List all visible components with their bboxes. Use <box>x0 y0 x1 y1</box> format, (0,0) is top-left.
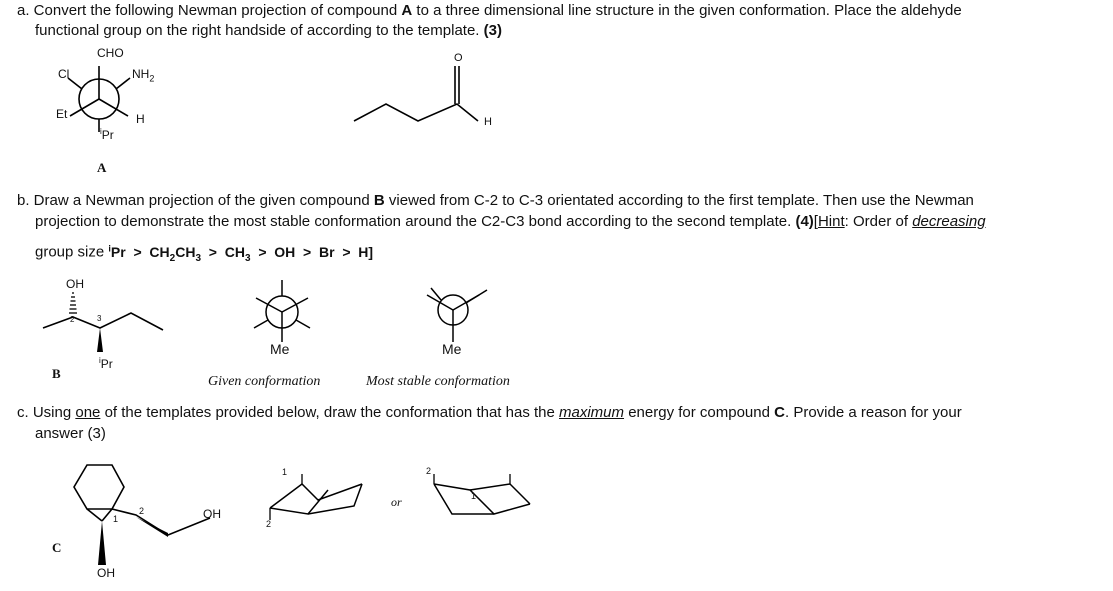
caption-most-stable-conformation: Most stable conformation <box>366 374 510 389</box>
chair1-c2-label: 2 <box>266 519 272 529</box>
structure-b-c3-label: 3 <box>97 314 102 323</box>
structure-b-c2-label: 2 <box>70 315 75 324</box>
structure-b-oh-label: OH <box>66 277 84 291</box>
newman-a-top-label: CHO <box>97 46 124 60</box>
newman-template-stable-me: Me <box>442 341 462 357</box>
question-b-line1: b. Draw a Newman projection of the given compound B viewed from C-2 to C-3 orientated according to the first template. Then use the Newman <box>17 192 974 209</box>
caption-given-conformation: Given conformation <box>208 374 321 389</box>
newman-a-lower-right-label: H <box>136 112 145 126</box>
hint-link: Hint <box>817 213 845 230</box>
structure-c-c2-label: 2 <box>139 506 145 516</box>
newman-a-upper-right-label: $NH_2$ <box>132 67 155 84</box>
question-b-line3: group size $^iPr > CH_2CH_3 > CH_3$ > OH > Br > H] <box>35 243 374 264</box>
chair2-c2-label: 2 <box>426 466 432 476</box>
newman-template-given-me: Me <box>270 341 290 357</box>
question-a-line1: a. Convert the following Newman projection of compound A to a three dimensional line structure in the given conformation. Place the aldehyde <box>17 2 962 19</box>
newman-a-lower-left-label: Et <box>56 107 68 121</box>
newman-a-upper-left-label: Cl <box>58 67 70 81</box>
template-a-hydrogen-label: H <box>484 116 492 128</box>
question-a-line2: functional group on the right handside of according to the template. (3) <box>35 22 502 39</box>
structure-c-c1-label: 1 <box>113 514 119 524</box>
structure-c-oh-bottom-label: OH <box>97 566 115 580</box>
structure-c-oh-right-label: OH <box>203 507 221 521</box>
compound-b-label: B <box>52 366 61 381</box>
question-b-line2: projection to demonstrate the most stable conformation around the C2-C3 bond according to the second template. (4)[Hint: Order of decreasing <box>35 213 986 230</box>
question-c-line1: c. Using one of the templates provided below, draw the conformation that has the maximum energy for compound C. Provide a reason for your <box>17 404 962 421</box>
chair-template-2 <box>430 470 540 530</box>
template-a-oxygen-label: O <box>454 52 463 64</box>
question-c-line2: answer (3) <box>35 425 106 442</box>
newman-template-stable <box>413 270 493 350</box>
newman-a-bottom-label: $^i$Pr <box>100 127 114 142</box>
chair2-c1-label: 1 <box>471 491 477 501</box>
template-a-line-structure <box>350 50 490 130</box>
chair1-c1-label: 1 <box>282 467 288 477</box>
newman-template-given <box>242 270 322 350</box>
structure-b-ipr-label: $^i$Pr <box>99 356 113 371</box>
chair-template-1 <box>258 470 368 530</box>
compound-c-label: C <box>52 540 62 555</box>
or-label: or <box>391 495 402 509</box>
compound-a-label: A <box>97 160 107 175</box>
